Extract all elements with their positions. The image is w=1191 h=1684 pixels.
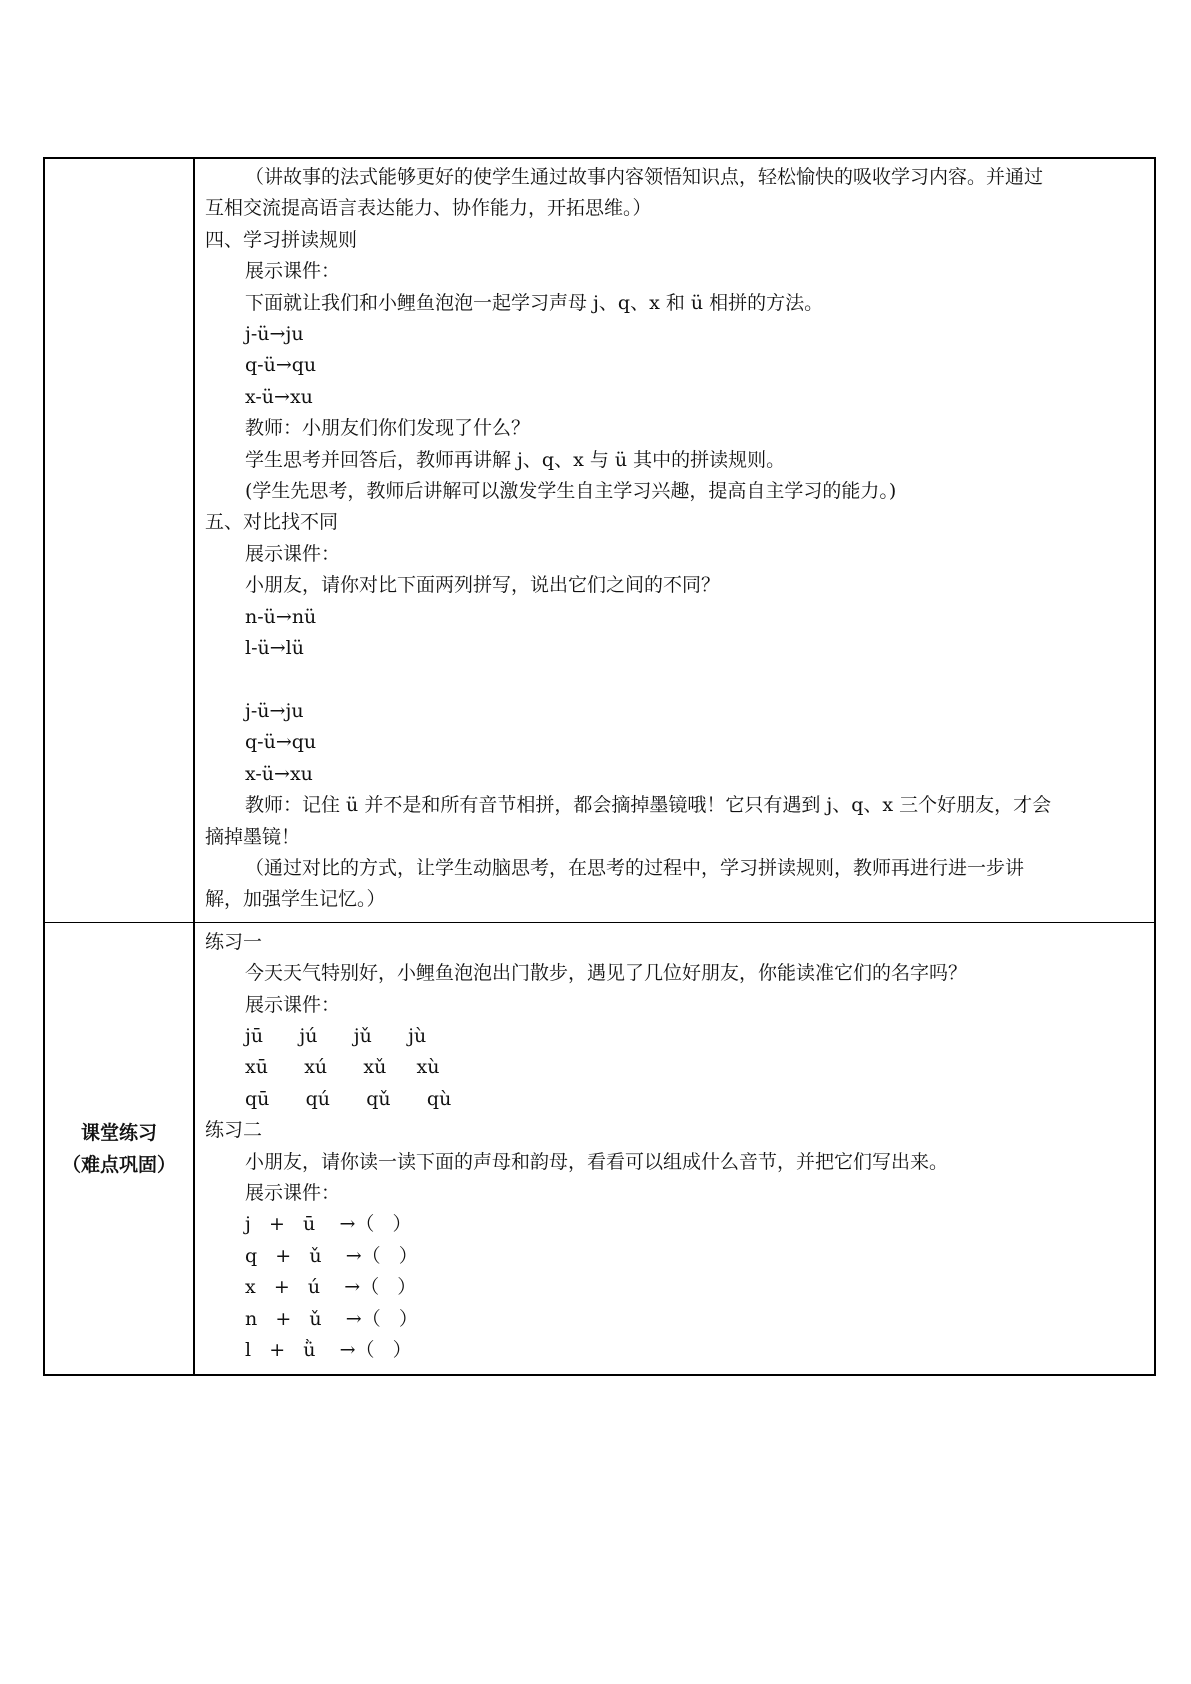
practice-label: 课堂练习 — [80, 1121, 157, 1144]
pinyin-rule: q-ü→qu — [245, 354, 317, 377]
pinyin-rule: l-ü→lü — [245, 637, 304, 660]
teaching-note-continued: 解，加强学生记忆。） — [205, 888, 386, 911]
pinyin-tone-row: qū qú qǔ qù — [245, 1087, 452, 1110]
show-courseware-label: 展示课件： — [245, 260, 341, 283]
teaching-note-continued: 互相交流提高语言表达能力、协作能力，开拓思维。） — [205, 197, 652, 220]
exercise-text: 小朋友，请你读一读下面的声母和韵母，看看可以组成什么音节，并把它们写出来。 — [245, 1150, 949, 1173]
teacher-explanation-continued: 摘掉墨镜！ — [205, 825, 301, 848]
teaching-note: （通过对比的方式，让学生动脑思考，在思考的过程中，学习拼读规则，教师再进行进一步讲 — [245, 856, 1025, 879]
row-label-cell — [44, 922, 194, 1375]
exercise-heading: 练习二 — [205, 1119, 263, 1142]
syllable-combination-row: q + ǔ →（ ） — [245, 1244, 418, 1267]
intro-text: 下面就让我们和小鲤鱼泡泡一起学习声母 j、q、x 和 ü 相拼的方法。 — [245, 291, 824, 314]
prompt-text: 小朋友，请你对比下面两列拼写，说出它们之间的不同？ — [245, 574, 721, 597]
exercise-text: 今天天气特别好，小鲤鱼泡泡出门散步，遇见了几位好朋友，你能读准它们的名字吗？ — [245, 962, 968, 985]
show-courseware-label: 展示课件： — [245, 1181, 341, 1204]
practice-sublabel: （难点巩固） — [61, 1153, 176, 1176]
teacher-explanation: 教师：记住 ü 并不是和所有音节相拼，都会摘掉墨镜哦！它只有遇到 j、q、x 三个好朋友，才会 — [245, 794, 1052, 817]
show-courseware-label: 展示课件： — [245, 993, 341, 1016]
table-row — [44, 158, 1155, 922]
syllable-combination-row: n + ǔ →（ ） — [245, 1307, 418, 1330]
syllable-combination-row: l + ǜ →（ ） — [245, 1339, 412, 1362]
section-heading: 四、学习拼读规则 — [205, 228, 358, 251]
lesson-plan-table — [43, 157, 1156, 1376]
student-activity: 学生思考并回答后，教师再讲解 j、q、x 与 ü 其中的拼读规则。 — [245, 448, 786, 471]
section-heading: 五、对比找不同 — [205, 511, 339, 534]
pinyin-rule: n-ü→nü — [245, 605, 317, 628]
pinyin-rule: j-ü→ju — [245, 699, 304, 722]
pinyin-rule: x-ü→xu — [245, 385, 313, 408]
teaching-note: (学生先思考，教师后讲解可以激发学生自主学习兴趣，提高自主学习的能力。) — [245, 480, 897, 503]
syllable-combination-row: x + ú →（ ） — [245, 1276, 417, 1299]
syllable-combination-row: j + ū →（ ） — [245, 1213, 412, 1236]
row-label-cell-empty — [44, 158, 194, 922]
pinyin-tone-row: xū xú xǔ xù — [245, 1056, 440, 1079]
show-courseware-label: 展示课件： — [245, 542, 341, 565]
teaching-note: （讲故事的法式能够更好的使学生通过故事内容领悟知识点，轻松愉快的吸收学习内容。并通过 — [245, 166, 1044, 188]
table-row — [44, 922, 1155, 1375]
pinyin-rule: q-ü→qu — [245, 731, 317, 754]
practice-content-cell — [194, 922, 1155, 1375]
teacher-question: 教师：小朋友们你们发现了什么？ — [245, 417, 531, 440]
pinyin-tone-row: jū jú jǔ jù — [245, 1024, 427, 1047]
blank-line — [205, 665, 1144, 696]
pinyin-rule: j-ü→ju — [245, 323, 304, 346]
pinyin-rule: x-ü→xu — [245, 762, 313, 785]
exercise-heading: 练习一 — [205, 930, 263, 953]
lesson-content-cell — [194, 158, 1155, 922]
